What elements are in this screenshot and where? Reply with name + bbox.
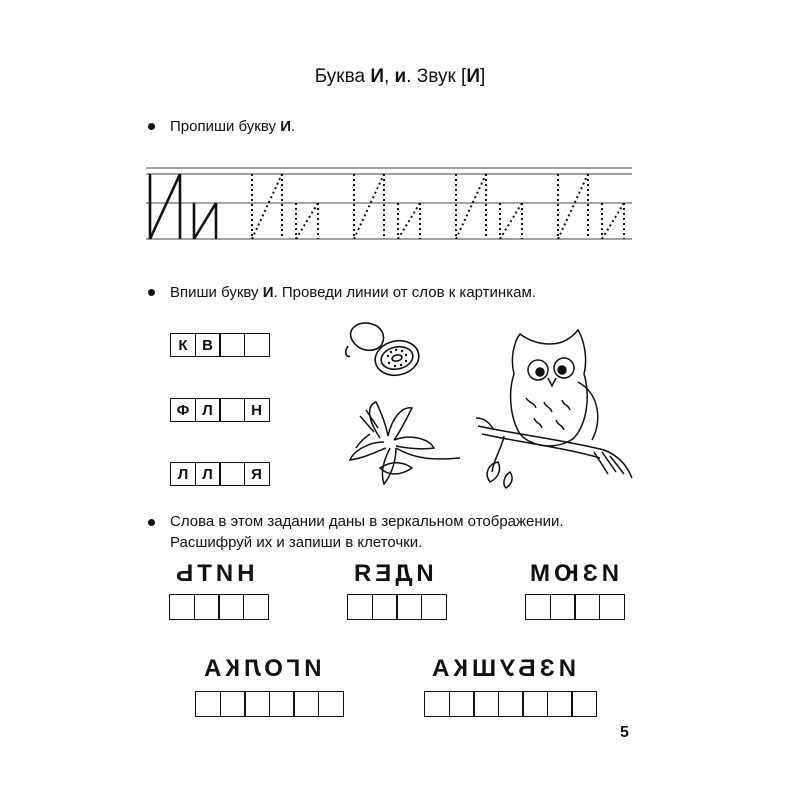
title-letter-upper: И <box>370 66 384 87</box>
lily-flower-icon <box>340 398 464 490</box>
bullet-icon <box>148 123 155 130</box>
mirror-word-text: ИГОЛКА <box>200 655 322 682</box>
title-sound: И <box>466 66 480 87</box>
mirror-word-5 <box>428 655 576 683</box>
answer-cells-2[interactable] <box>347 594 447 620</box>
word-box-cell-blank[interactable] <box>219 333 245 357</box>
mirror-word-4 <box>200 655 321 683</box>
bullet-icon <box>148 519 155 526</box>
page-title <box>0 66 800 88</box>
title-suffix: ] <box>479 66 486 87</box>
answer-cells-5[interactable] <box>424 691 597 717</box>
word-box-cell: Н <box>244 398 270 422</box>
mirror-word-text: ИДЕЯ <box>350 560 434 587</box>
word-box-cell: Л <box>195 462 221 486</box>
bullet-icon <box>148 289 155 296</box>
word-box-cell-blank[interactable] <box>219 462 245 486</box>
word-box-2 <box>170 398 270 422</box>
task1-text: Пропиши букву <box>170 118 281 135</box>
copybook-sample-letters <box>150 174 216 239</box>
copybook-trace-letters <box>252 174 624 239</box>
title-comma: , <box>383 66 395 87</box>
task1-instruction <box>170 116 295 137</box>
mirror-word-text: ИЗЮМ <box>526 560 620 587</box>
mirror-word-text: ИЗБУШКА <box>428 655 576 682</box>
word-box-cell: В <box>195 333 221 357</box>
word-box-cell: Ф <box>170 398 196 422</box>
mirror-word-3 <box>526 560 619 588</box>
mirror-word-1 <box>172 560 255 588</box>
title-prefix: Буква <box>314 66 371 87</box>
title-sound-prefix: . Звук [ <box>406 66 467 87</box>
word-box-1 <box>170 333 270 357</box>
copybook-lines <box>146 167 632 243</box>
mirror-word-2 <box>350 560 434 588</box>
answer-cells-3[interactable] <box>525 594 625 620</box>
task2-rest: . Проведи линии от слов к картинкам. <box>273 284 536 301</box>
word-box-cell: Я <box>244 462 270 486</box>
owl-on-branch-icon <box>474 322 634 490</box>
word-box-cell[interactable] <box>244 333 270 357</box>
task1-end: . <box>290 118 296 135</box>
word-box-cell: Л <box>195 398 221 422</box>
task3-line2: Расшифруй их и запиши в клеточки. <box>170 534 423 551</box>
answer-cells-4[interactable] <box>195 691 344 717</box>
kiwi-fruit-icon <box>342 318 424 380</box>
task1-letter: И <box>280 118 291 135</box>
word-box-cell-blank[interactable] <box>219 398 245 422</box>
task3-line1: Слова в этом задании даны в зеркальном отображении. <box>170 513 564 530</box>
word-box-cell: Л <box>170 462 196 486</box>
task3-instruction <box>170 511 564 553</box>
task2-letter: И <box>262 284 274 301</box>
copybook-rules <box>146 168 632 239</box>
title-letter-lower: и <box>394 66 407 87</box>
task2-text: Впиши букву <box>170 284 263 301</box>
mirror-word-text: НИТЬ <box>172 560 255 587</box>
task2-instruction <box>170 282 536 303</box>
answer-cells-1[interactable] <box>169 594 269 620</box>
word-box-3 <box>170 462 270 486</box>
page-number: 5 <box>620 724 629 741</box>
word-box-cell: К <box>170 333 196 357</box>
